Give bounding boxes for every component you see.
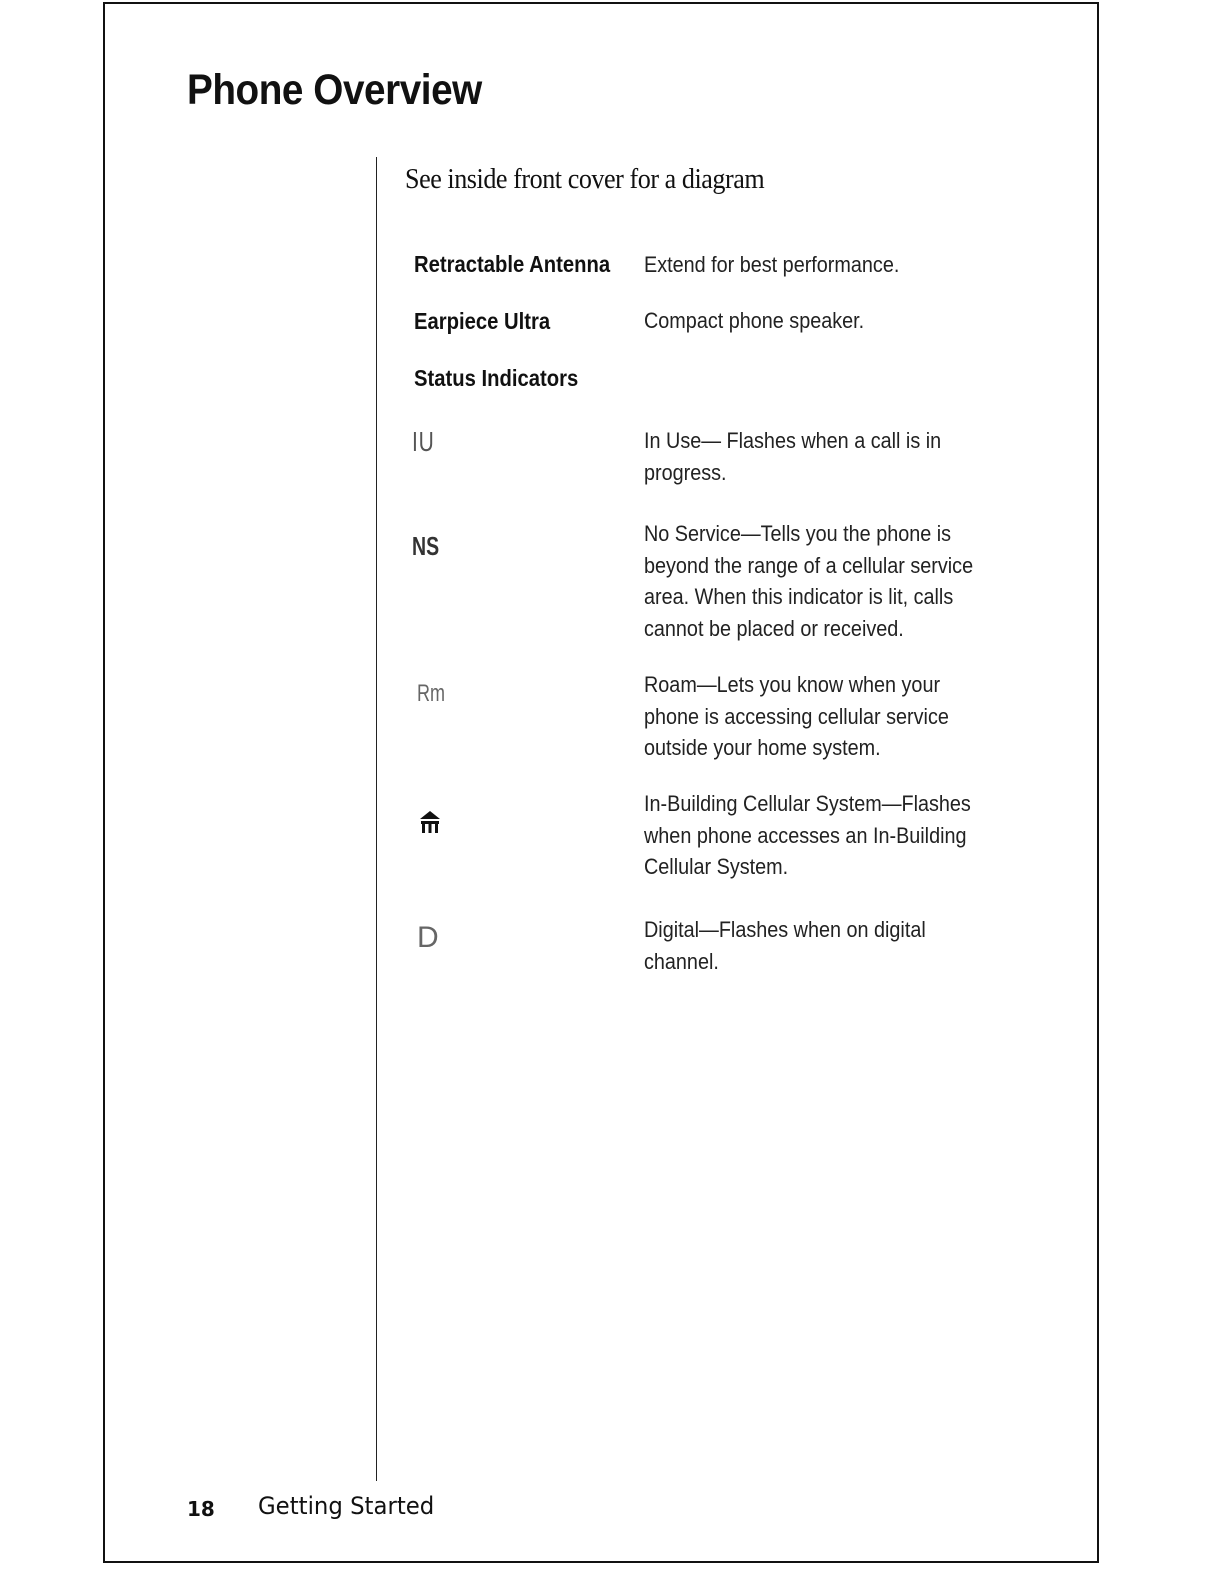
page-number: 18 <box>187 1497 215 1521</box>
page-border <box>103 2 1099 1563</box>
diagram-reference: See inside front cover for a diagram <box>405 163 765 195</box>
desc-no-service: No Service—Tells you the phone is beyond the range of a cellular service area. When this indicator is lit, calls cannot be placed or received. <box>644 521 974 641</box>
digital-icon: D <box>417 921 439 954</box>
desc-earpiece: Compact phone speaker. <box>644 308 865 333</box>
term-earpiece: Earpiece Ultra <box>414 308 551 334</box>
margin-rule <box>376 157 377 1481</box>
page-title: Phone Overview <box>187 66 482 114</box>
in-use-icon: IU <box>412 426 435 457</box>
section-name: Getting Started <box>258 1492 435 1520</box>
status-indicators-heading: Status Indicators <box>414 365 579 391</box>
term-retractable-antenna: Retractable Antenna <box>414 251 611 277</box>
no-service-icon: NS <box>412 531 440 561</box>
desc-digital: Digital—Flashes when on digital channel. <box>644 917 926 974</box>
in-building-icon <box>419 810 441 834</box>
desc-roam: Roam—Lets you know when your phone is accessing cellular service outside your home system. <box>644 672 949 760</box>
desc-retractable-antenna: Extend for best performance. <box>644 252 900 277</box>
desc-in-use: In Use— Flashes when a call is in progress. <box>644 428 942 485</box>
desc-in-building: In-Building Cellular System—Flashes when phone accesses an In-Building Cellular System. <box>644 791 971 879</box>
roam-icon: Rm <box>417 680 445 707</box>
